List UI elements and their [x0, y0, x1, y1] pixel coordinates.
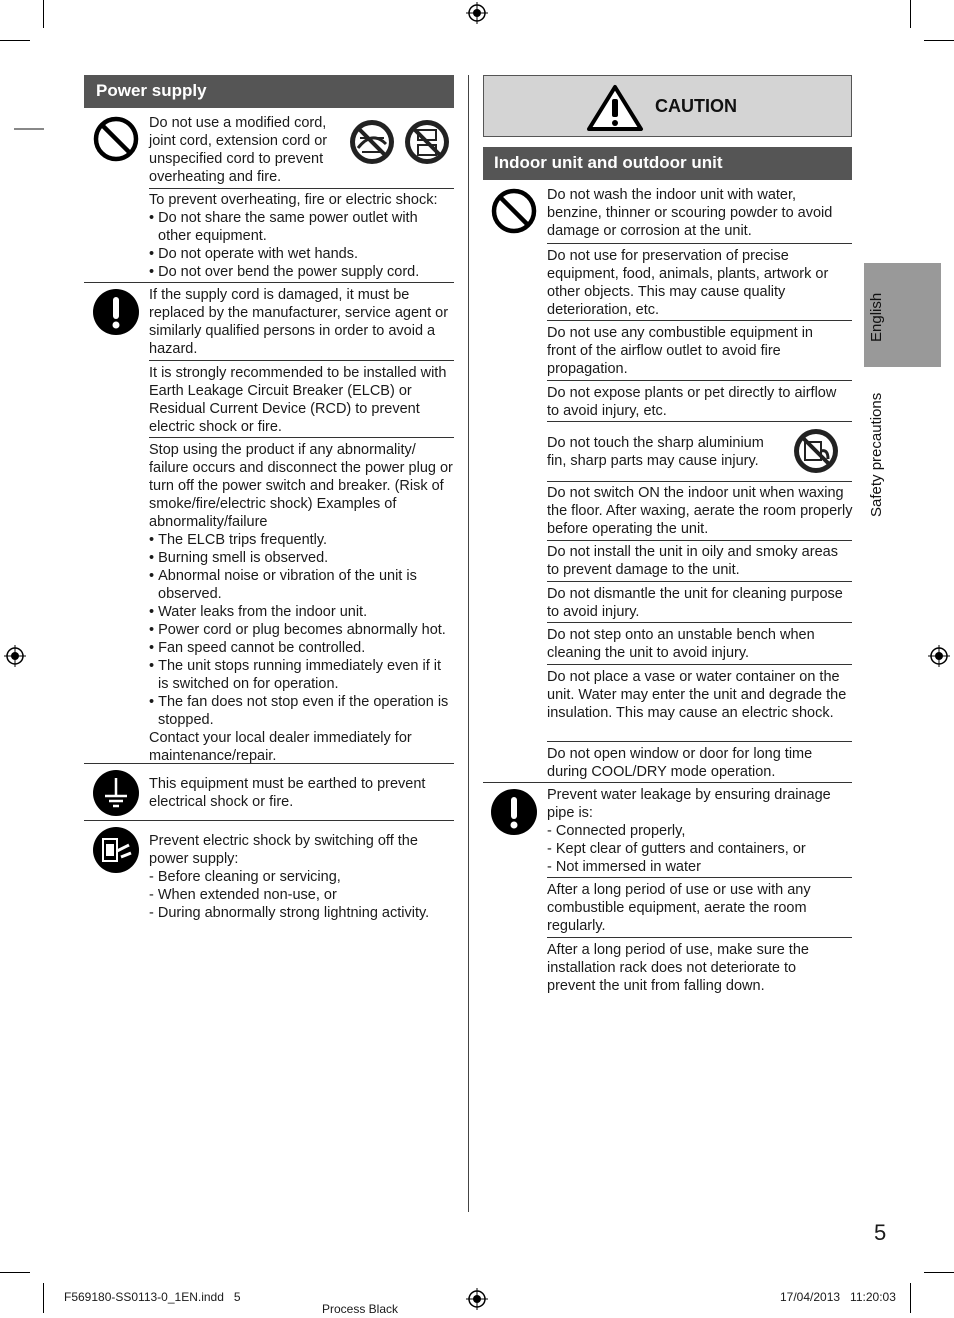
list-item: - During abnormally strong lightning activity. — [149, 905, 430, 921]
list-item: • Power cord or plug becomes abnormally hot. — [149, 622, 446, 638]
list-item: - Kept clear of gutters and containers, or — [547, 841, 806, 857]
list-item: • Do not share the same power outlet with other equipment. — [149, 210, 418, 244]
column-divider — [468, 75, 469, 1212]
section-header-indoor-outdoor: Indoor unit and outdoor unit — [483, 147, 852, 180]
caution-item-window: Do not open window or door for long time during COOL/DRY mode operation. — [547, 746, 813, 780]
list-item: • Do not over bend the power supply cord. — [149, 264, 420, 280]
list-item: • Fan speed cannot be controlled. — [149, 640, 366, 656]
caution-item-aerate: After a long period of use or use with any combustible equipment, aerate the room regularly. — [547, 882, 811, 934]
list-item: • Burning smell is observed. — [149, 550, 329, 566]
list-item: - Connected properly, — [547, 823, 686, 839]
list-item: • Water leaks from the indoor unit. — [149, 604, 368, 620]
caution-item-bench: Do not step onto an unstable bench when cleaning the unit to avoid injury. — [547, 627, 815, 661]
footer-process: Process Black — [322, 1302, 399, 1316]
caution-item-vase: Do not place a vase or water container on the unit. Water may enter the unit and degrade the insulation. This may cause an electric shock. — [547, 669, 847, 721]
no-touch-icon — [792, 427, 840, 475]
list-item: • The fan does not stop even if the operation is stopped. — [149, 694, 449, 728]
list-item: - Before cleaning or servicing, — [149, 869, 341, 885]
caution-item-drainage-intro: Prevent water leakage by ensuring drainage pipe is: — [547, 787, 831, 821]
caution-label: CAUTION — [655, 96, 737, 116]
section-tab-label: Safety precautions — [868, 392, 885, 517]
power-item-elcb: It is strongly recommended to be installed with Earth Leakage Circuit Breaker (ELCB) or Residual Current Device (RCD) to prevent electric shock or fire. — [149, 365, 447, 435]
caution-item-plants-pets: Do not expose plants or pet directly to airflow to avoid injury, etc. — [547, 385, 837, 419]
power-item-abnormality-intro: Stop using the product if any abnormality/ failure occurs and disconnect the power plug or turn off the power switch and breaker. (Risk of smoke/fire/electric shock) Examples of abnormality/failure — [149, 442, 453, 530]
page-number: 5 — [874, 1220, 887, 1245]
list-item: • Do not operate with wet hands. — [149, 246, 359, 262]
caution-item-oily-areas: Do not install the unit in oily and smoky areas to prevent damage to the unit. — [547, 544, 838, 578]
no-plug-sharing-icon — [403, 118, 451, 166]
registration-mark-icon — [928, 645, 950, 667]
prohibited-icon — [93, 116, 139, 162]
list-item: • The unit stops running immediately even if it is switched on for operation. — [149, 658, 442, 692]
power-item-abnormality — [149, 441, 455, 765]
earth-icon — [93, 770, 139, 816]
list-item: • Abnormal noise or vibration of the unit is observed. — [149, 568, 417, 602]
mandatory-icon — [93, 289, 139, 335]
power-item-switch-off-intro: Prevent electric shock by switching off the power supply: — [149, 833, 418, 867]
unplug-icon — [93, 827, 139, 873]
power-item-abnormality-outro: Contact your local dealer immediately for maintenance/repair. — [149, 730, 412, 764]
prohibited-icon — [491, 188, 537, 234]
registration-mark-icon — [466, 2, 488, 24]
mandatory-icon — [491, 789, 537, 835]
list-item: - Not immersed in water — [547, 859, 701, 875]
power-item-modified-cord: Do not use a modified cord, joint cord, extension cord or unspecified cord to prevent overheating and fire. — [149, 115, 328, 185]
language-tab-label: English — [868, 292, 885, 342]
list-item: • The ELCB trips frequently. — [149, 532, 328, 548]
caution-item-wash: Do not wash the indoor unit with water, benzine, thinner or scouring powder to avoid damage or corrosion at the unit. — [547, 187, 833, 239]
warning-triangle-icon — [586, 84, 644, 132]
power-item-switch-off — [149, 832, 449, 922]
no-extension-cord-icon — [348, 118, 396, 166]
caution-item-combustible: Do not use any combustible equipment in front of the airflow outlet to avoid fire propagation. — [547, 325, 813, 377]
power-item-overheating-intro: To prevent overheating, fire or electric shock: — [149, 192, 438, 208]
footer-timestamp: 17/04/2013 11:20:03 — [780, 1290, 896, 1304]
footer-file-name: F569180-SS0113-0_1EN.indd 5 — [64, 1290, 241, 1304]
power-item-damaged-cord: If the supply cord is damaged, it must be replaced by the manufacturer, service agent or similarly qualified persons in order to avoid a hazard. — [149, 287, 449, 357]
caution-item-drainage — [547, 786, 847, 876]
caution-item-waxing: Do not switch ON the indoor unit when waxing the floor. After waxing, aerate the room properly before operating the unit. — [547, 485, 853, 537]
caution-item-installation-rack: After a long period of use, make sure the installation rack does not deteriorate to prevent the unit from falling down. — [547, 942, 809, 994]
registration-mark-icon — [4, 645, 26, 667]
power-item-overheating — [149, 191, 454, 281]
registration-mark-icon — [466, 1288, 488, 1310]
section-header-power-supply: Power supply — [84, 75, 454, 108]
caution-item-preservation: Do not use for preservation of precise equipment, food, animals, plants, artwork or other objects. This may cause quality deterioration, etc. — [547, 248, 829, 318]
caution-item-sharp-fin: Do not touch the sharp aluminium fin, sharp parts may cause injury. — [547, 435, 764, 469]
caution-item-dismantle: Do not dismantle the unit for cleaning purpose to avoid injury. — [547, 586, 843, 620]
power-item-earthed: This equipment must be earthed to prevent electrical shock or fire. — [149, 776, 426, 810]
list-item: - When extended non-use, or — [149, 887, 337, 903]
